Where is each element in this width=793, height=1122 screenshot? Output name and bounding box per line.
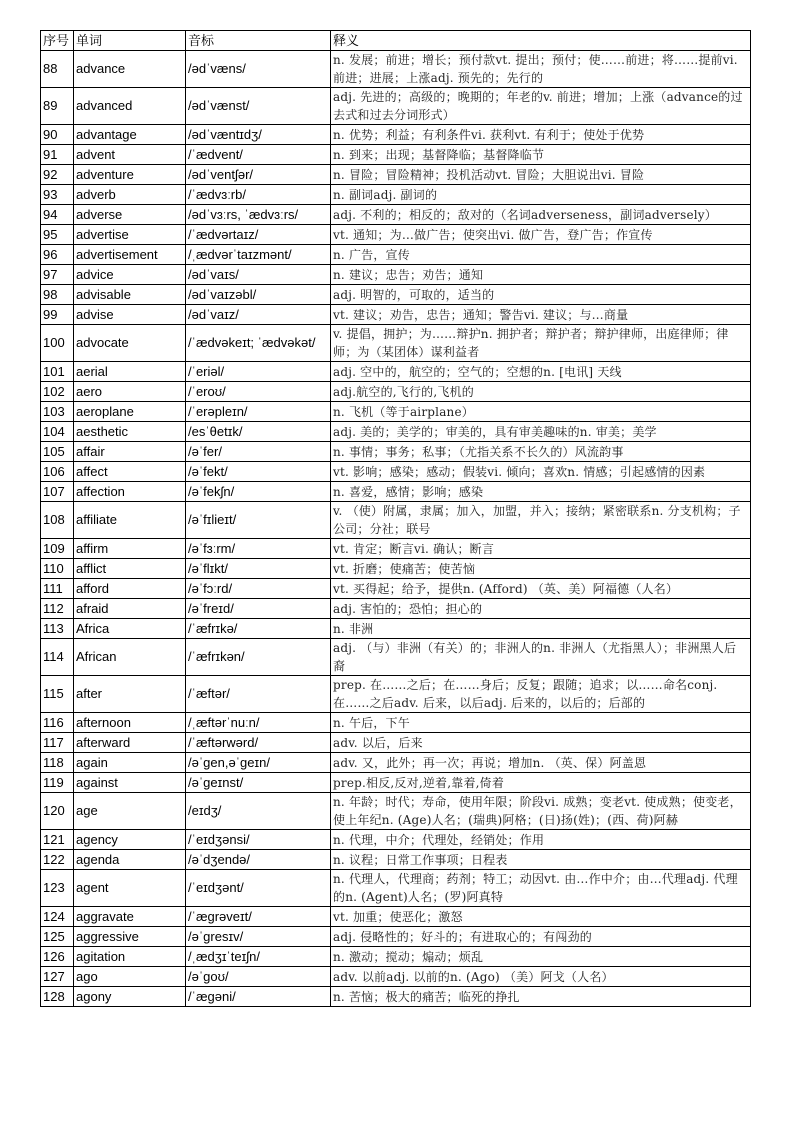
row-definition: adj. 害怕的；恐怕；担心的 xyxy=(331,599,751,619)
row-definition: n. 喜爱，感情；影响；感染 xyxy=(331,482,751,502)
row-phonetic: /ˈeriəl/ xyxy=(186,362,331,382)
row-word: after xyxy=(74,676,186,713)
table-row xyxy=(41,793,751,830)
row-number: 125 xyxy=(41,927,74,947)
row-word: advantage xyxy=(74,125,186,145)
row-phonetic: /ədˈvænst/ xyxy=(186,88,331,125)
table-row xyxy=(41,676,751,713)
row-number: 113 xyxy=(41,619,74,639)
row-word: aggressive xyxy=(74,927,186,947)
row-number: 108 xyxy=(41,502,74,539)
row-definition: adv. 以后，后来 xyxy=(331,733,751,753)
row-definition: vt. 肯定；断言vi. 确认；断言 xyxy=(331,539,751,559)
row-phonetic: /əˈgen,əˈgeɪn/ xyxy=(186,753,331,773)
row-number: 128 xyxy=(41,987,74,1007)
row-number: 124 xyxy=(41,907,74,927)
row-phonetic: /ədˈvæntɪdʒ/ xyxy=(186,125,331,145)
row-number: 106 xyxy=(41,462,74,482)
row-word: affirm xyxy=(74,539,186,559)
row-definition: vt. 买得起；给予，提供n. (Afford) （英、美）阿福德（人名） xyxy=(331,579,751,599)
header-row xyxy=(41,31,751,51)
table-row xyxy=(41,639,751,676)
row-word: agency xyxy=(74,830,186,850)
row-number: 91 xyxy=(41,145,74,165)
table-row xyxy=(41,305,751,325)
row-definition: n. 飞机（等于airplane） xyxy=(331,402,751,422)
row-phonetic: /ˈæftərwərd/ xyxy=(186,733,331,753)
row-phonetic: /ədˈvaɪs/ xyxy=(186,265,331,285)
row-number: 114 xyxy=(41,639,74,676)
row-word: advertise xyxy=(74,225,186,245)
table-row xyxy=(41,402,751,422)
row-definition: n. 事情；事务；私事；（尤指关系不长久的）风流韵事 xyxy=(331,442,751,462)
row-phonetic: /əˈdʒendə/ xyxy=(186,850,331,870)
row-phonetic: /ˈædvent/ xyxy=(186,145,331,165)
table-row xyxy=(41,225,751,245)
row-number: 99 xyxy=(41,305,74,325)
row-word: ago xyxy=(74,967,186,987)
table-row xyxy=(41,987,751,1007)
row-phonetic: /ˌæftərˈnuːn/ xyxy=(186,713,331,733)
row-word: advanced xyxy=(74,88,186,125)
row-phonetic: /ˈæfrɪkə/ xyxy=(186,619,331,639)
table-row xyxy=(41,51,751,88)
row-phonetic: /əˈfer/ xyxy=(186,442,331,462)
row-number: 102 xyxy=(41,382,74,402)
row-definition: adv. 又，此外；再一次；再说；增加n. （英、保）阿盖恩 xyxy=(331,753,751,773)
row-phonetic: /ˈeroʊ/ xyxy=(186,382,331,402)
row-number: 101 xyxy=(41,362,74,382)
row-phonetic: /ˌædvərˈtaɪzmənt/ xyxy=(186,245,331,265)
table-row xyxy=(41,599,751,619)
row-number: 96 xyxy=(41,245,74,265)
row-phonetic: /əˈgoʊ/ xyxy=(186,967,331,987)
row-word: advance xyxy=(74,51,186,88)
row-phonetic: /ˈeɪdʒənsi/ xyxy=(186,830,331,850)
row-phonetic: /əˈgresɪv/ xyxy=(186,927,331,947)
row-definition: n. 广告，宣传 xyxy=(331,245,751,265)
row-phonetic: /ˌædʒɪˈteɪʃn/ xyxy=(186,947,331,967)
row-word: advisable xyxy=(74,285,186,305)
table-row xyxy=(41,325,751,362)
table-row xyxy=(41,559,751,579)
row-definition: vt. 影响；感染；感动；假装vi. 倾向；喜欢n. 情感；引起感情的因素 xyxy=(331,462,751,482)
row-word: aeroplane xyxy=(74,402,186,422)
vocabulary-table xyxy=(40,30,751,1007)
row-word: agenda xyxy=(74,850,186,870)
row-phonetic: /ˈæftər/ xyxy=(186,676,331,713)
row-definition: adj. 空中的，航空的；空气的；空想的n. [电讯] 天线 xyxy=(331,362,751,382)
row-phonetic: /eɪdʒ/ xyxy=(186,793,331,830)
header-phonetic: 音标 xyxy=(186,31,331,51)
row-word: agent xyxy=(74,870,186,907)
table-row xyxy=(41,850,751,870)
row-definition: n. 代理人，代理商；药剂；特工；动因vt. 由…作中介；由…代理adj. 代理的n. (Agent)人名；(罗)阿真特 xyxy=(331,870,751,907)
row-definition: n. 激动；搅动；煽动；烦乱 xyxy=(331,947,751,967)
row-number: 97 xyxy=(41,265,74,285)
table-row xyxy=(41,265,751,285)
row-number: 127 xyxy=(41,967,74,987)
row-phonetic: /ˈædvɜːrb/ xyxy=(186,185,331,205)
row-definition: n. 苦恼；极大的痛苦；临死的挣扎 xyxy=(331,987,751,1007)
row-word: again xyxy=(74,753,186,773)
row-number: 118 xyxy=(41,753,74,773)
row-number: 115 xyxy=(41,676,74,713)
row-word: adventure xyxy=(74,165,186,185)
row-number: 122 xyxy=(41,850,74,870)
row-number: 107 xyxy=(41,482,74,502)
table-row xyxy=(41,579,751,599)
row-word: age xyxy=(74,793,186,830)
row-number: 112 xyxy=(41,599,74,619)
row-number: 98 xyxy=(41,285,74,305)
row-word: against xyxy=(74,773,186,793)
row-word: African xyxy=(74,639,186,676)
row-phonetic: /ədˈventʃər/ xyxy=(186,165,331,185)
row-definition: n. 优势；利益；有利条件vi. 获利vt. 有利于；使处于优势 xyxy=(331,125,751,145)
row-definition: adj. 先进的；高级的；晚期的；年老的v. 前进；增加；上涨（advance的过去式和过去分词形式） xyxy=(331,88,751,125)
row-number: 121 xyxy=(41,830,74,850)
row-definition: n. 非洲 xyxy=(331,619,751,639)
row-definition: adj. 明智的，可取的，适当的 xyxy=(331,285,751,305)
row-number: 117 xyxy=(41,733,74,753)
row-number: 94 xyxy=(41,205,74,225)
table-row xyxy=(41,185,751,205)
row-word: agony xyxy=(74,987,186,1007)
row-word: affect xyxy=(74,462,186,482)
row-phonetic: /ədˈvaɪz/ xyxy=(186,305,331,325)
table-row xyxy=(41,539,751,559)
table-row xyxy=(41,88,751,125)
table-row xyxy=(41,870,751,907)
table-row xyxy=(41,482,751,502)
row-word: Africa xyxy=(74,619,186,639)
row-phonetic: /ˈeɪdʒənt/ xyxy=(186,870,331,907)
row-word: aggravate xyxy=(74,907,186,927)
row-definition: n. 副词adj. 副词的 xyxy=(331,185,751,205)
row-word: afraid xyxy=(74,599,186,619)
row-phonetic: /ˈerəpleɪn/ xyxy=(186,402,331,422)
row-number: 92 xyxy=(41,165,74,185)
row-word: aero xyxy=(74,382,186,402)
row-definition: n. 午后，下午 xyxy=(331,713,751,733)
row-number: 88 xyxy=(41,51,74,88)
row-phonetic: /əˈfekʃn/ xyxy=(186,482,331,502)
row-number: 109 xyxy=(41,539,74,559)
table-row xyxy=(41,502,751,539)
row-number: 104 xyxy=(41,422,74,442)
row-word: adverse xyxy=(74,205,186,225)
table-row xyxy=(41,125,751,145)
row-word: afterward xyxy=(74,733,186,753)
row-phonetic: /ˈægəni/ xyxy=(186,987,331,1007)
row-definition: v. （使）附属，隶属；加入，加盟，并入；接纳；紧密联系n. 分支机构；子公司；分社；联号 xyxy=(331,502,751,539)
row-number: 111 xyxy=(41,579,74,599)
row-phonetic: /ədˈvæns/ xyxy=(186,51,331,88)
row-word: affection xyxy=(74,482,186,502)
row-number: 89 xyxy=(41,88,74,125)
row-word: afternoon xyxy=(74,713,186,733)
table-row xyxy=(41,927,751,947)
row-phonetic: /əˈfreɪd/ xyxy=(186,599,331,619)
row-definition: prep.相反,反对,逆着,靠着,倚着 xyxy=(331,773,751,793)
header-word: 单词 xyxy=(74,31,186,51)
row-number: 100 xyxy=(41,325,74,362)
row-phonetic: /ədˈvaɪzəbl/ xyxy=(186,285,331,305)
table-row xyxy=(41,165,751,185)
row-word: advise xyxy=(74,305,186,325)
row-phonetic: /əˈfɔːrd/ xyxy=(186,579,331,599)
row-definition: vt. 加重；使恶化；激怒 xyxy=(331,907,751,927)
row-definition: adj.航空的,飞行的,飞机的 xyxy=(331,382,751,402)
row-number: 126 xyxy=(41,947,74,967)
row-definition: n. 到来；出现；基督降临；基督降临节 xyxy=(331,145,751,165)
table-row xyxy=(41,145,751,165)
row-definition: prep. 在……之后；在……身后；反复；跟随；追求；以……命名conj. 在……之后adv. 后来，以后adj. 后来的，以后的；后部的 xyxy=(331,676,751,713)
row-phonetic: /ˈæfrɪkən/ xyxy=(186,639,331,676)
table-row xyxy=(41,285,751,305)
row-definition: vt. 通知；为…做广告；使突出vi. 做广告，登广告；作宣传 xyxy=(331,225,751,245)
row-phonetic: /esˈθetɪk/ xyxy=(186,422,331,442)
row-phonetic: /əˈflɪkt/ xyxy=(186,559,331,579)
row-word: afflict xyxy=(74,559,186,579)
row-definition: adj. 不利的；相反的；敌对的（名词adverseness，副词adversely） xyxy=(331,205,751,225)
row-definition: n. 建议；忠告；劝告；通知 xyxy=(331,265,751,285)
row-phonetic: /ədˈvɜːrs, ˈædvɜːrs/ xyxy=(186,205,331,225)
row-number: 120 xyxy=(41,793,74,830)
table-row xyxy=(41,362,751,382)
row-definition: n. 代理，中介；代理处，经销处；作用 xyxy=(331,830,751,850)
row-number: 123 xyxy=(41,870,74,907)
table-row xyxy=(41,733,751,753)
row-definition: adj. 美的；美学的；审美的，具有审美趣味的n. 审美；美学 xyxy=(331,422,751,442)
row-phonetic: /əˈgeɪnst/ xyxy=(186,773,331,793)
row-definition: adj. （与）非洲（有关）的；非洲人的n. 非洲人（尤指黑人）；非洲黑人后裔 xyxy=(331,639,751,676)
table-row xyxy=(41,753,751,773)
table-row xyxy=(41,907,751,927)
row-definition: adj. 侵略性的；好斗的；有进取心的；有闯劲的 xyxy=(331,927,751,947)
row-number: 119 xyxy=(41,773,74,793)
table-row xyxy=(41,967,751,987)
row-phonetic: /ˈædvərtaɪz/ xyxy=(186,225,331,245)
row-definition: v. 提倡，拥护；为……辩护n. 拥护者；辩护者；辩护律师，出庭律师；律师；为（某团体）谋利益者 xyxy=(331,325,751,362)
row-definition: n. 年龄；时代；寿命，使用年限；阶段vi. 成熟；变老vt. 使成熟；使变老，使上年纪n. (Age)人名；(瑞典)阿格；(日)扬(姓)；(西、荷)阿赫 xyxy=(331,793,751,830)
table-row xyxy=(41,205,751,225)
row-phonetic: /ˈægrəveɪt/ xyxy=(186,907,331,927)
row-number: 105 xyxy=(41,442,74,462)
table-row xyxy=(41,947,751,967)
header-number: 序号 xyxy=(41,31,74,51)
row-word: advertisement xyxy=(74,245,186,265)
row-definition: n. 冒险；冒险精神；投机活动vt. 冒险；大胆说出vi. 冒险 xyxy=(331,165,751,185)
row-number: 110 xyxy=(41,559,74,579)
row-word: agitation xyxy=(74,947,186,967)
table-row xyxy=(41,619,751,639)
row-definition: vt. 建议；劝告，忠告；通知；警告vi. 建议；与…商量 xyxy=(331,305,751,325)
row-word: aerial xyxy=(74,362,186,382)
row-word: advocate xyxy=(74,325,186,362)
row-word: advent xyxy=(74,145,186,165)
row-number: 103 xyxy=(41,402,74,422)
table-row xyxy=(41,442,751,462)
row-phonetic: /əˈfekt/ xyxy=(186,462,331,482)
row-number: 95 xyxy=(41,225,74,245)
row-number: 116 xyxy=(41,713,74,733)
table-row xyxy=(41,245,751,265)
table-row xyxy=(41,462,751,482)
row-word: affiliate xyxy=(74,502,186,539)
row-definition: n. 发展；前进；增长；预付款vt. 提出；预付；使……前进；将……提前vi. 前进；进展；上涨adj. 预先的；先行的 xyxy=(331,51,751,88)
table-row xyxy=(41,422,751,442)
row-phonetic: /əˈfɪlieɪt/ xyxy=(186,502,331,539)
header-definition: 释义 xyxy=(331,31,751,51)
row-word: aesthetic xyxy=(74,422,186,442)
row-phonetic: /əˈfɜːrm/ xyxy=(186,539,331,559)
row-number: 93 xyxy=(41,185,74,205)
row-definition: vt. 折磨；使痛苦；使苦恼 xyxy=(331,559,751,579)
table-row xyxy=(41,773,751,793)
row-number: 90 xyxy=(41,125,74,145)
row-word: afford xyxy=(74,579,186,599)
table-row xyxy=(41,713,751,733)
row-definition: adv. 以前adj. 以前的n. (Ago) （美）阿戈（人名） xyxy=(331,967,751,987)
row-phonetic: /ˈædvəkeɪt; ˈædvəkət/ xyxy=(186,325,331,362)
table-row xyxy=(41,382,751,402)
row-definition: n. 议程；日常工作事项；日程表 xyxy=(331,850,751,870)
row-word: advice xyxy=(74,265,186,285)
table-body xyxy=(41,51,751,1007)
row-word: adverb xyxy=(74,185,186,205)
row-word: affair xyxy=(74,442,186,462)
table-row xyxy=(41,830,751,850)
